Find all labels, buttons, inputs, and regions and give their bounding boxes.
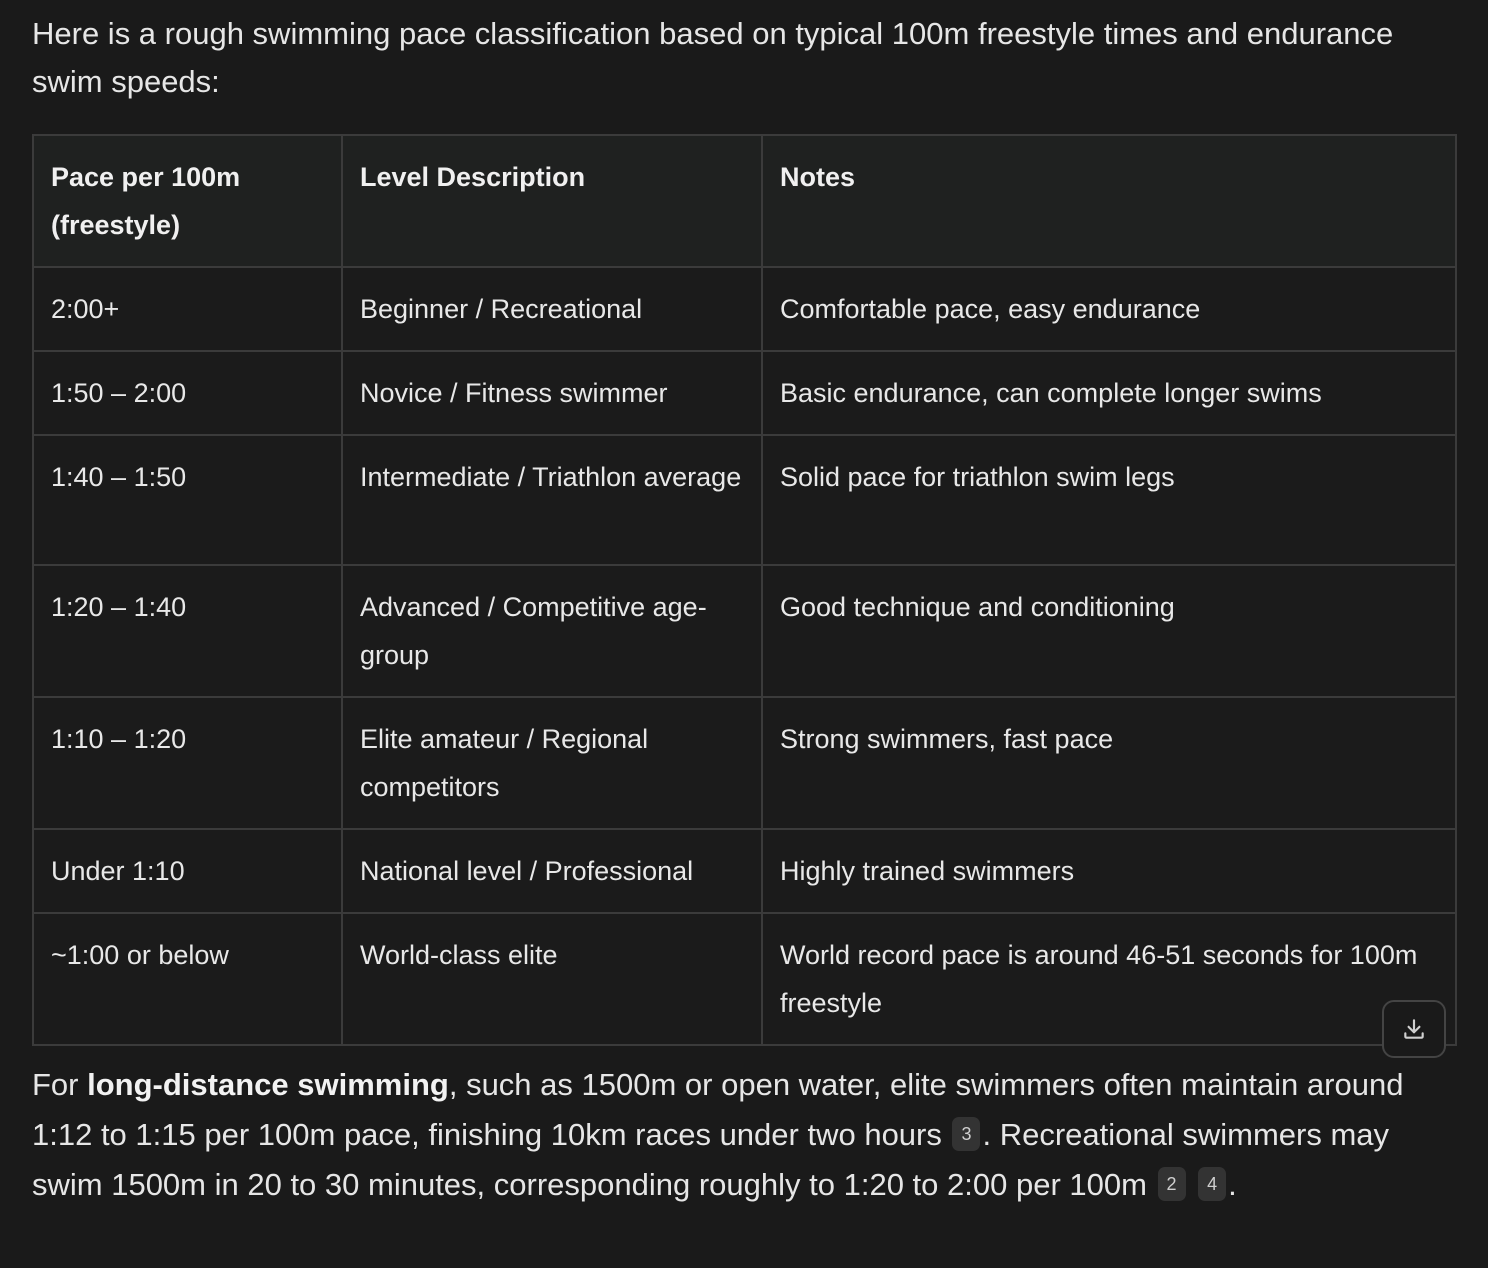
header-pace: Pace per 100m (freestyle) — [33, 135, 342, 267]
table-row — [33, 435, 1456, 565]
outro-text-4: . — [1228, 1167, 1237, 1202]
table-header-row — [33, 135, 1456, 267]
outro-paragraph — [32, 1060, 1452, 1210]
outro-text-3: . Recreational swimmers may swim 1500m in 20 to 30 minutes, corresponding roughly to 1:20 to 2:00 per 100m — [32, 1117, 1390, 1202]
cell-level: Beginner / Recreational — [342, 267, 762, 351]
intro-paragraph: Here is a rough swimming pace classification based on typical 100m freestyle times and endurance swim speeds: — [32, 16, 1394, 99]
cell-notes: World record pace is around 46-51 seconds for 100m freestyle — [762, 913, 1456, 1045]
cell-notes: Good technique and conditioning — [762, 565, 1456, 697]
table-row — [33, 697, 1456, 829]
cell-pace: Under 1:10 — [33, 829, 342, 913]
table-row — [33, 351, 1456, 435]
outro-text-2: , such as 1500m or open water, elite swimmers often maintain around 1:12 to 1:15 per 100m pace, finishing 10km races under two hours — [32, 1067, 1404, 1152]
header-level: Level Description — [342, 135, 762, 267]
cell-notes: Highly trained swimmers — [762, 829, 1456, 913]
outro-bold-term: long-distance swimming — [87, 1067, 449, 1102]
header-notes: Notes — [762, 135, 1456, 267]
cell-notes: Strong swimmers, fast pace — [762, 697, 1456, 829]
cell-notes: Comfortable pace, easy endurance — [762, 267, 1456, 351]
citation-badge[interactable]: 3 — [952, 1117, 980, 1151]
table-row — [33, 913, 1456, 1045]
cell-pace: 1:50 – 2:00 — [33, 351, 342, 435]
cell-level: Elite amateur / Regional competitors — [342, 697, 762, 829]
cell-pace: 2:00+ — [33, 267, 342, 351]
cell-pace: ~1:00 or below — [33, 913, 342, 1045]
download-table-button[interactable] — [1382, 1000, 1446, 1058]
citation-badge[interactable]: 4 — [1198, 1167, 1226, 1201]
pace-table — [32, 134, 1457, 1046]
cell-pace: 1:40 – 1:50 — [33, 435, 342, 565]
download-icon — [1401, 1016, 1427, 1042]
cell-level: Intermediate / Triathlon average — [342, 435, 762, 565]
citation-badge[interactable]: 2 — [1158, 1167, 1186, 1201]
table-row — [33, 829, 1456, 913]
cell-level: World-class elite — [342, 913, 762, 1045]
cell-pace: 1:20 – 1:40 — [33, 565, 342, 697]
table-row — [33, 267, 1456, 351]
cell-level: National level / Professional — [342, 829, 762, 913]
pace-table-container — [32, 134, 1455, 1046]
cell-pace: 1:10 – 1:20 — [33, 697, 342, 829]
cell-level: Novice / Fitness swimmer — [342, 351, 762, 435]
table-row — [33, 565, 1456, 697]
cell-notes: Solid pace for triathlon swim legs — [762, 435, 1456, 565]
cell-notes: Basic endurance, can complete longer swims — [762, 351, 1456, 435]
outro-text-1: For — [32, 1067, 88, 1102]
cell-level: Advanced / Competitive age-group — [342, 565, 762, 697]
